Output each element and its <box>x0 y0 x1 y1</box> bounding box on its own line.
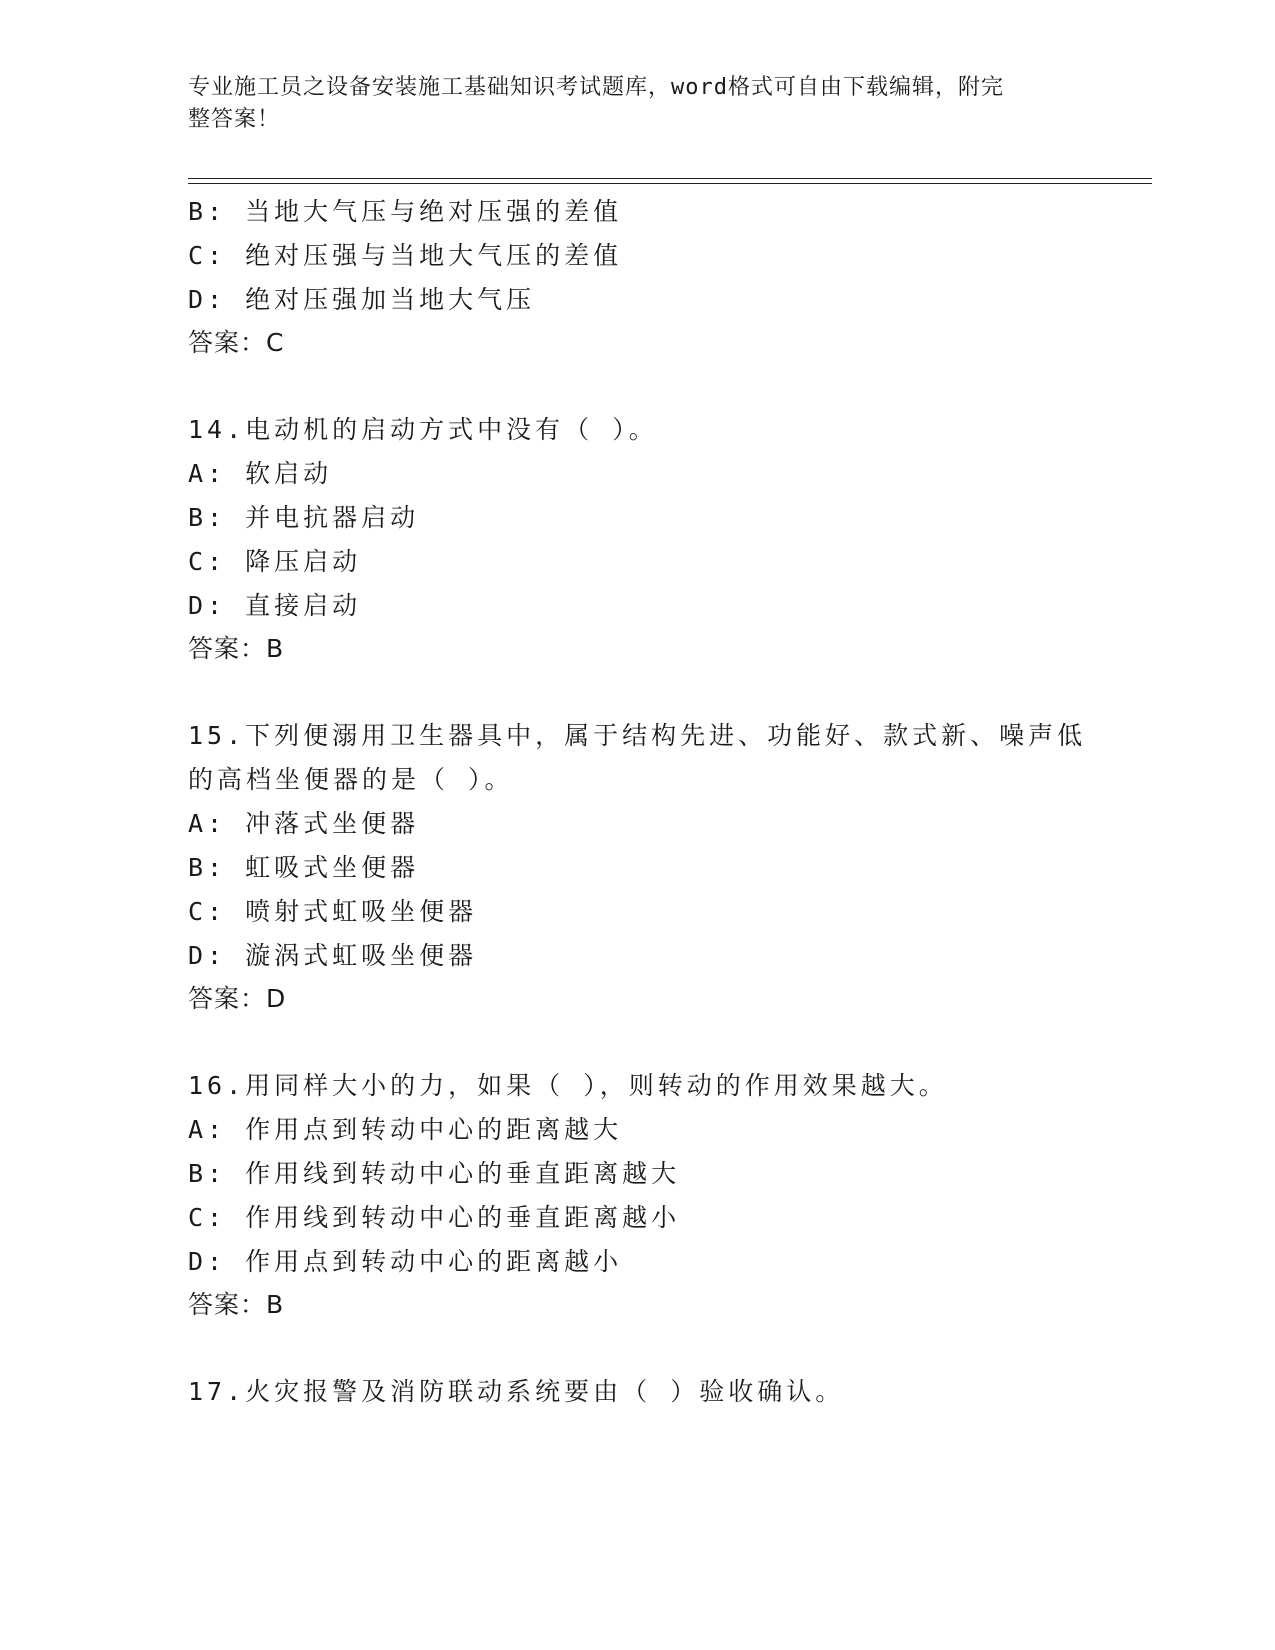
answer-line: 答案：B <box>188 1290 285 1319</box>
option-d: D: 绝对压强加当地大气压 <box>188 285 536 314</box>
option-b: B: 虹吸式坐便器 <box>188 853 420 882</box>
header-line-2: 整答案！ <box>188 107 281 132</box>
option-c: C: 绝对压强与当地大气压的差值 <box>188 241 623 270</box>
question-stem: 17.火灾报警及消防联动系统要由（ ）验收确认。 <box>188 1377 845 1406</box>
question-stem: 14.电动机的启动方式中没有（ ）。 <box>188 415 658 444</box>
header-line-1: 专业施工员之设备安装施工基础知识考试题库，word格式可自由下载编辑，附完 <box>188 75 1004 100</box>
answer-line: 答案：D <box>188 984 287 1013</box>
header-divider-top <box>188 178 1152 179</box>
answer-line: 答案：B <box>188 634 285 663</box>
header-divider-bottom <box>188 183 1152 184</box>
option-a: A: 冲落式坐便器 <box>188 809 420 838</box>
option-a: A: 作用点到转动中心的距离越大 <box>188 1115 623 1144</box>
option-c: C: 喷射式虹吸坐便器 <box>188 897 478 926</box>
document-header <box>188 72 1068 136</box>
question-stem: 15.下列便溺用卫生器具中，属于结构先进、功能好、款式新、噪声低 <box>188 721 1087 750</box>
option-d: D: 漩涡式虹吸坐便器 <box>188 941 478 970</box>
option-d: D: 作用点到转动中心的距离越小 <box>188 1247 623 1276</box>
option-b: B: 作用线到转动中心的垂直距离越大 <box>188 1159 681 1188</box>
option-c: C: 作用线到转动中心的垂直距离越小 <box>188 1203 681 1232</box>
question-stem-continued: 的高档坐便器的是（ ）。 <box>188 765 514 794</box>
option-b: B: 当地大气压与绝对压强的差值 <box>188 197 623 226</box>
answer-line: 答案：C <box>188 328 285 357</box>
option-d: D: 直接启动 <box>188 591 362 620</box>
question-stem: 16.用同样大小的力，如果（ ），则转动的作用效果越大。 <box>188 1071 948 1100</box>
option-b: B: 并电抗器启动 <box>188 503 420 532</box>
option-c: C: 降压启动 <box>188 547 362 576</box>
option-a: A: 软启动 <box>188 459 333 488</box>
